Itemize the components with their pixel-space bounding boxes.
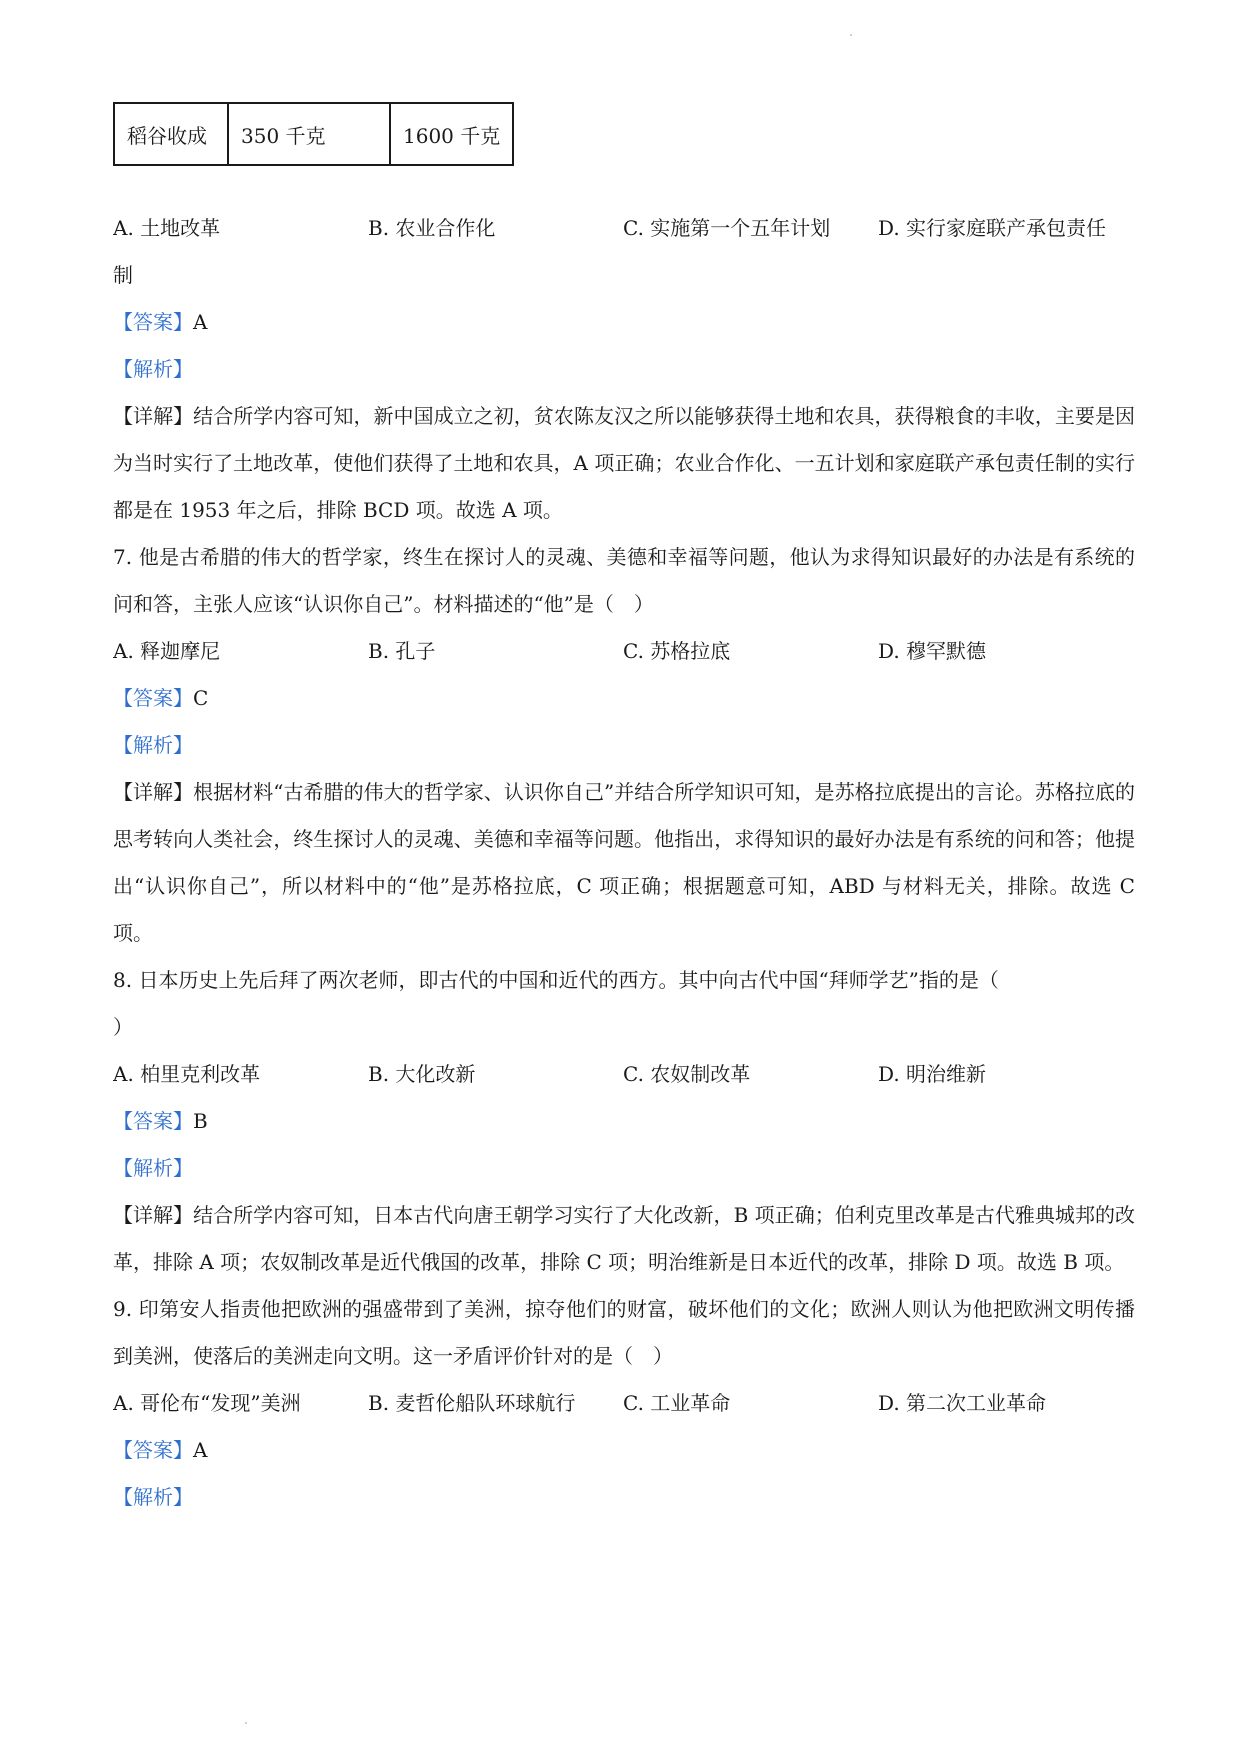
- q8-detail: 【详解】结合所学内容可知，日本古代向唐王朝学习实行了大化改新，B 项正确；伯利克里改革是古代雅典城邦的改革，排除 A 项；农奴制改革是近代俄国的改革，排除 C 项；明治维新是日本近代的改革，排除 D 项。故选 B 项。: [113, 1203, 1135, 1274]
- q7-option-c: C. 苏格拉底: [623, 639, 731, 663]
- q8-answer: [113, 1098, 1135, 1145]
- q7-options: [113, 628, 1135, 675]
- corner-mark-top: [850, 34, 852, 36]
- answer-value: C: [193, 686, 209, 710]
- q9-option-d: D. 第二次工业革命: [878, 1391, 1047, 1415]
- corner-mark-bottom: [245, 1722, 247, 1724]
- q9-stem: 9. 印第安人指责他把欧洲的强盛带到了美洲，掠夺他们的财富，破坏他们的文化；欧洲人则认为他把欧洲文明传播到美洲，使落后的美洲走向文明。这一矛盾评价针对的是（ ）: [113, 1297, 1135, 1368]
- q7-option-b: B. 孔子: [368, 639, 436, 663]
- answer-value: A: [193, 310, 208, 334]
- answer-tag: 【答案】: [113, 1109, 193, 1133]
- table-cell: 1600 千克: [390, 103, 513, 165]
- q8-option-d: D. 明治维新: [878, 1062, 987, 1086]
- q7-option-d: D. 穆罕默德: [878, 639, 987, 663]
- q8-option-c: C. 农奴制改革: [623, 1062, 751, 1086]
- answer-value: B: [193, 1109, 208, 1133]
- q8-options: [113, 1051, 1135, 1098]
- q6-answer: [113, 299, 1135, 346]
- q6-options: [113, 205, 1135, 252]
- answer-tag: 【答案】: [113, 310, 193, 334]
- q9-analysis-tag: 【解析】: [113, 1485, 193, 1509]
- answer-tag: 【答案】: [113, 1438, 193, 1462]
- answer-tag: 【答案】: [113, 686, 193, 710]
- q8-option-b: B. 大化改新: [368, 1062, 476, 1086]
- answer-value: A: [193, 1438, 208, 1462]
- table-row: [114, 103, 513, 165]
- q6-analysis-tag: 【解析】: [113, 357, 193, 381]
- q8-stem: 8. 日本历史上先后拜了两次老师，即古代的中国和近代的西方。其中向古代中国“拜师学艺”指的是（: [113, 968, 999, 992]
- q6-option-b: B. 农业合作化: [368, 216, 496, 240]
- q6-option-continuation: 制: [113, 263, 133, 287]
- harvest-table: [113, 102, 514, 166]
- content: [113, 205, 1135, 1521]
- q7-answer: [113, 675, 1135, 722]
- q9-option-b: B. 麦哲伦船队环球航行: [368, 1391, 576, 1415]
- q6-detail: 【详解】结合所学内容可知，新中国成立之初，贫农陈友汉之所以能够获得土地和农具，获得粮食的丰收，主要是因为当时实行了土地改革，使他们获得了土地和农具，A 项正确；农业合作化、一五计划和家庭联产承包责任制的实行都是在 1953 年之后，排除 BCD 项。故选 A 项。: [113, 404, 1135, 522]
- q6-option-d: D. 实行家庭联产承包责任: [878, 216, 1107, 240]
- q7-stem: 7. 他是古希腊的伟大的哲学家，终生在探讨人的灵魂、美德和幸福等问题，他认为求得知识最好的办法是有系统的问和答，主张人应该“认识你自己”。材料描述的“他”是（ ）: [113, 545, 1135, 616]
- q7-detail: 【详解】根据材料“古希腊的伟大的哲学家、认识你自己”并结合所学知识可知，是苏格拉底提出的言论。苏格拉底的思考转向人类社会，终生探讨人的灵魂、美德和幸福等问题。他指出，求得知识的最好办法是有系统的问和答；他提出“认识你自己”，所以材料中的“他”是苏格拉底，C 项正确；根据题意可知，ABD 与材料无关，排除。故选 C 项。: [113, 780, 1135, 945]
- q7-analysis-tag: 【解析】: [113, 733, 193, 757]
- q8-option-a: A. 柏里克利改革: [113, 1062, 261, 1086]
- q8-stem-continuation: ）: [113, 1015, 133, 1039]
- q8-analysis-tag: 【解析】: [113, 1156, 193, 1180]
- q9-answer: [113, 1427, 1135, 1474]
- q9-option-c: C. 工业革命: [623, 1391, 731, 1415]
- table-cell: 稻谷收成: [114, 103, 228, 165]
- table-cell: 350 千克: [228, 103, 390, 165]
- q6-option-a: A. 土地改革: [113, 216, 221, 240]
- q9-option-a: A. 哥伦布“发现”美洲: [113, 1391, 301, 1415]
- q9-options: [113, 1380, 1135, 1427]
- q7-option-a: A. 释迦摩尼: [113, 639, 221, 663]
- q6-option-c: C. 实施第一个五年计划: [623, 216, 831, 240]
